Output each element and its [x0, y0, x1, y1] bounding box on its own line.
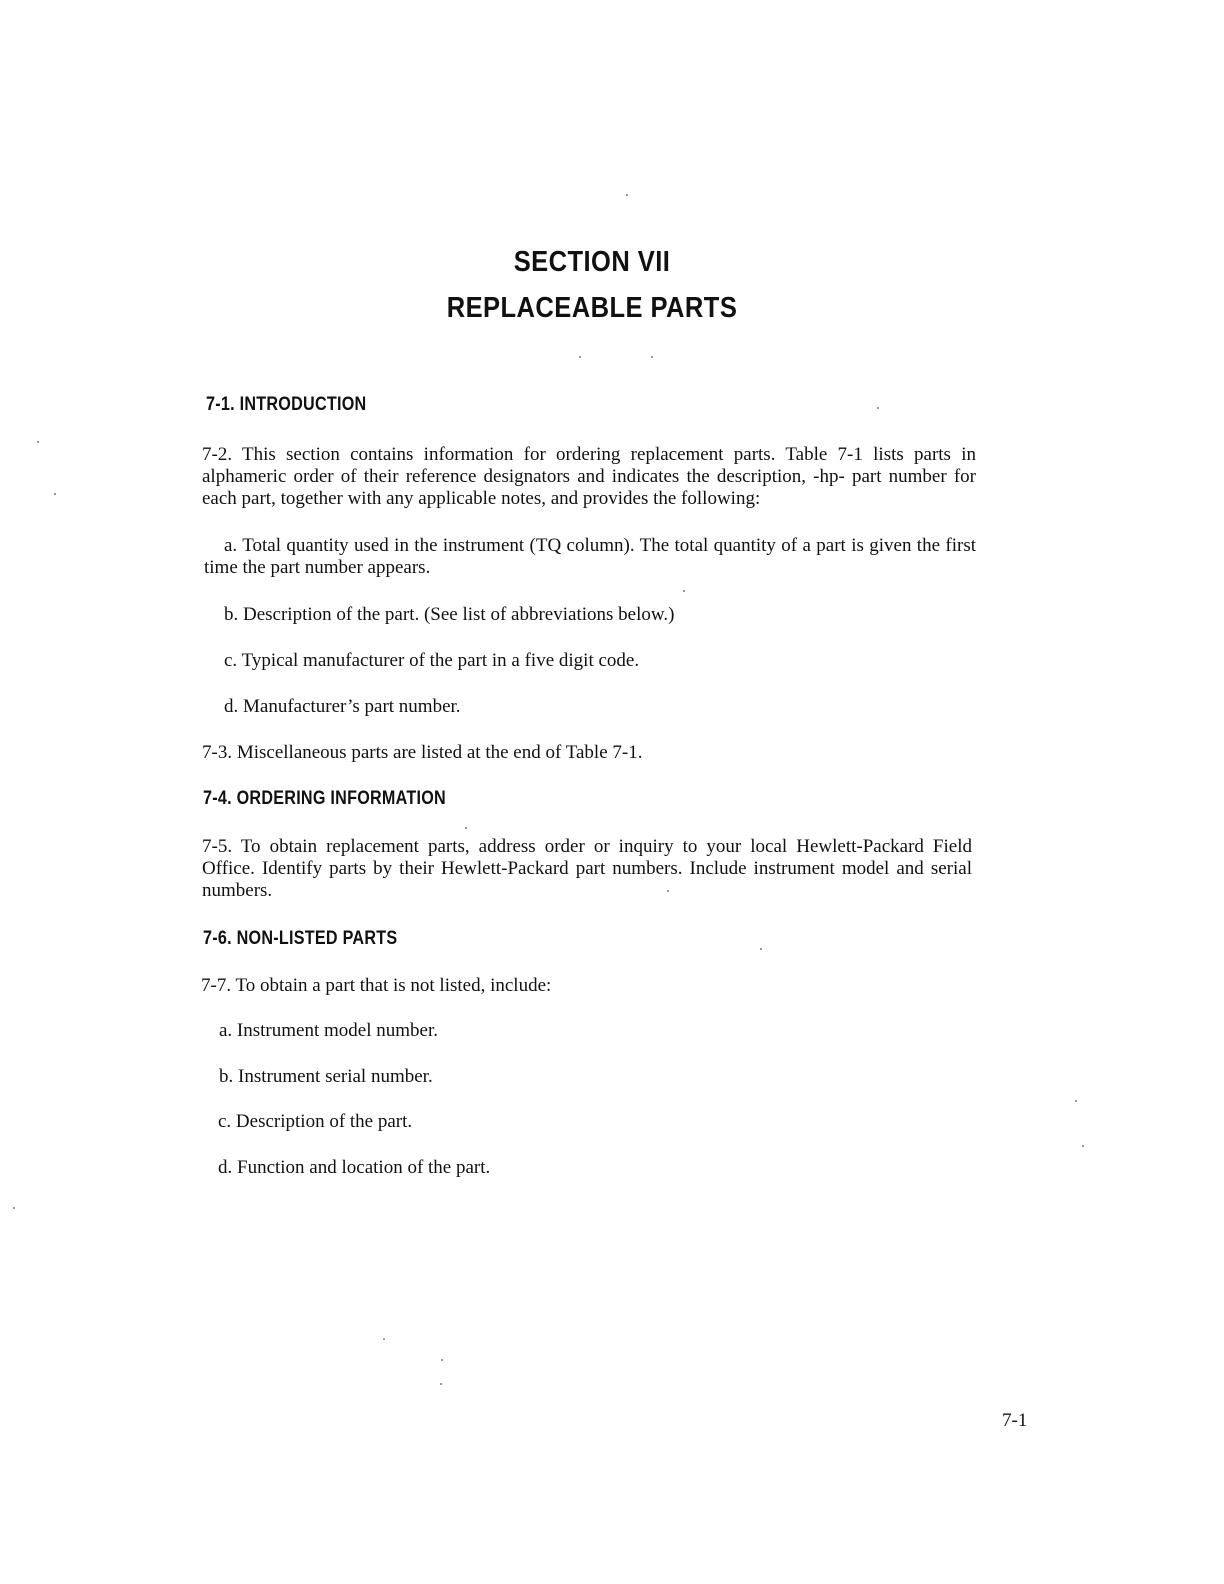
paragraph-7-2: 7-2. This section contains information for ordering replacement parts. Table 7-1 lists parts in alphameric order of their reference designators and indicates the description, -hp- part number for each part, together with any applicable notes, and provides the following: — [202, 444, 976, 509]
paragraph-7-7: 7-7. To obtain a part that is not listed, include: — [201, 975, 552, 996]
scan-speck — [37, 441, 39, 443]
scan-speck — [626, 194, 628, 196]
scan-speck — [760, 948, 762, 950]
section-number: SECTION VII — [513, 246, 671, 278]
scan-speck — [651, 356, 653, 358]
list-item-serial-number: b. Instrument serial number. — [219, 1066, 433, 1087]
paragraph-7-5: 7-5. To obtain replacement parts, address order or inquiry to your local Hewlett-Packard Field Office. Identify parts by their Hewlett-Packard part numbers. Include instrument model and serial numbers. — [202, 836, 972, 901]
heading-non-listed-parts: 7-6. NON-LISTED PARTS — [203, 928, 398, 949]
list-item-model-number: a. Instrument model number. — [219, 1020, 438, 1041]
scan-speck — [667, 890, 669, 892]
scan-speck — [440, 1383, 442, 1385]
scan-speck — [1075, 1100, 1077, 1102]
scan-speck — [683, 590, 685, 592]
scan-speck — [54, 493, 56, 495]
list-item-manufacturer: c. Typical manufacturer of the part in a five digit code. — [224, 650, 640, 671]
heading-ordering-information: 7-4. ORDERING INFORMATION — [203, 788, 446, 809]
scan-speck — [441, 1359, 443, 1361]
heading-introduction: 7-1. INTRODUCTION — [206, 394, 367, 415]
list-item-part-description: c. Description of the part. — [218, 1111, 413, 1132]
scan-speck — [13, 1207, 15, 1209]
scan-speck — [465, 827, 467, 829]
list-item-function-location: d. Function and location of the part. — [218, 1157, 491, 1178]
scan-speck — [579, 356, 581, 358]
scan-speck — [877, 407, 879, 409]
list-item-manufacturer-part-number: d. Manufacturer’s part number. — [224, 696, 461, 717]
section-title: REPLACEABLE PARTS — [446, 292, 738, 324]
scan-speck — [1082, 1145, 1084, 1147]
list-item-description: b. Description of the part. (See list of abbreviations below.) — [224, 604, 675, 625]
scan-speck — [383, 1338, 385, 1340]
page-number: 7-1 — [1002, 1410, 1028, 1431]
paragraph-7-3: 7-3. Miscellaneous parts are listed at the end of Table 7-1. — [202, 742, 643, 763]
list-item-total-quantity: a. Total quantity used in the instrument (TQ column). The total quantity of a part is given the first time the part number appears. — [204, 535, 976, 578]
